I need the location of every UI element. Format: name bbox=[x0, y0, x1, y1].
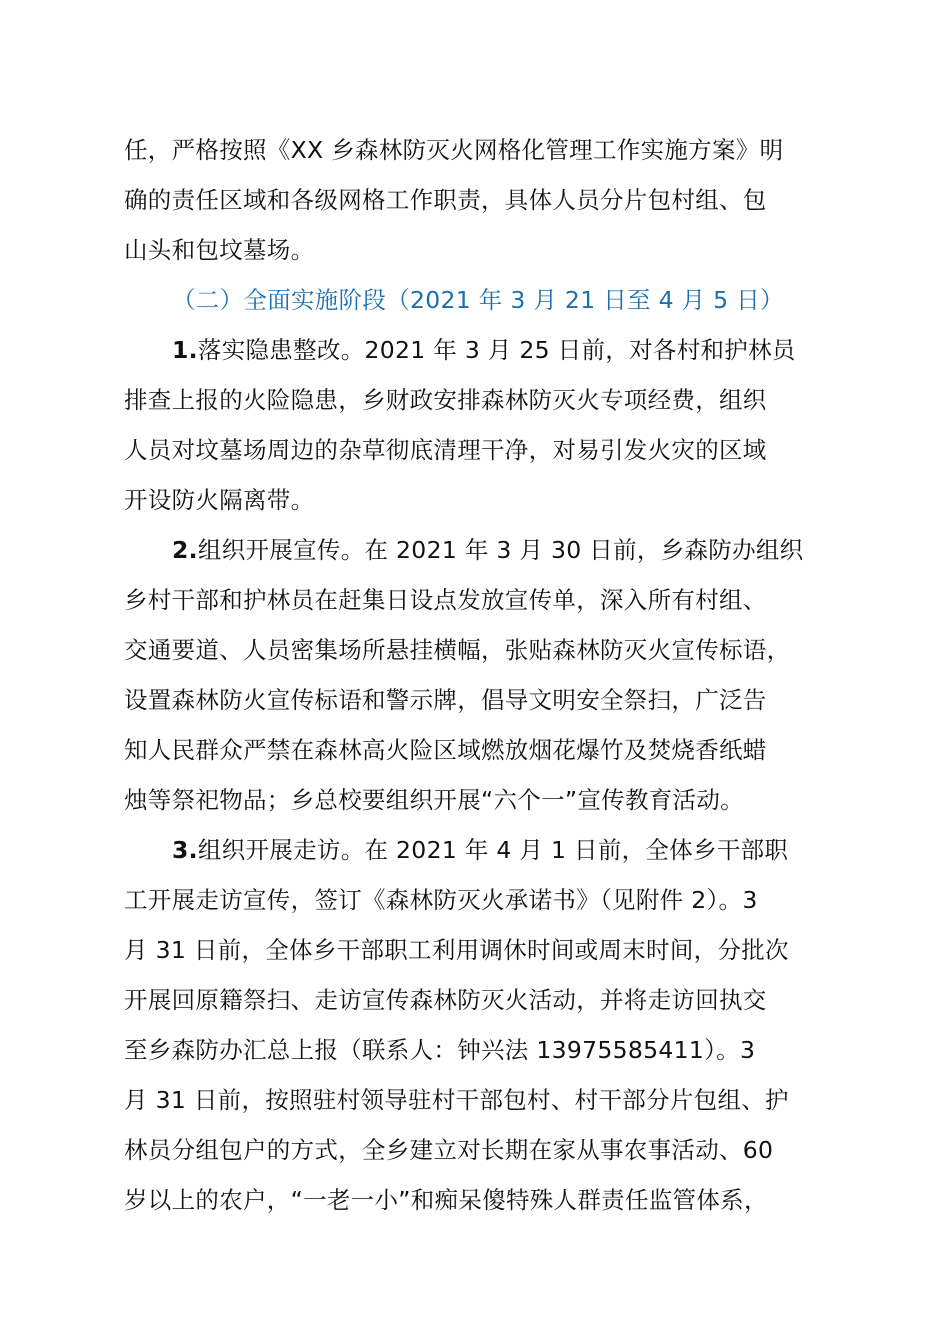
paragraph-line: 开展回原籍祭扫、走访宣传森林防灭火活动，并将走访回执交 bbox=[124, 986, 767, 1014]
paragraph-line: 乡村干部和护林员在赶集日设点发放宣传单，深入所有村组、 bbox=[124, 586, 767, 614]
item-3-first-line bbox=[172, 835, 892, 865]
paragraph-line: 月 31 日前，按照驻村领导驻村干部包村、村干部分片包组、护 bbox=[124, 1086, 789, 1114]
paragraph-line: 山头和包坟墓场。 bbox=[124, 236, 315, 264]
item-number: 2. bbox=[172, 536, 198, 564]
item-2-first-line bbox=[172, 535, 892, 565]
paragraph-line: 人员对坟墓场周边的杂草彻底清理干净，对易引发火灾的区域 bbox=[124, 436, 767, 464]
paragraph-line: 工开展走访宣传，签订《森林防灭火承诺书》（见附件 2）。3 bbox=[124, 886, 758, 914]
item-number: 1. bbox=[172, 336, 198, 364]
paragraph-line: 林员分组包户的方式，全乡建立对长期在家从事农事活动、60 bbox=[124, 1136, 774, 1164]
section-heading: （二）全面实施阶段（2021 年 3 月 21 日至 4 月 5 日） bbox=[172, 286, 784, 314]
paragraph-line: 排查上报的火险隐患，乡财政安排森林防灭火专项经费，组织 bbox=[124, 386, 767, 414]
paragraph-line: 知人民群众严禁在森林高火险区域燃放烟花爆竹及焚烧香纸蜡 bbox=[124, 736, 767, 764]
paragraph-line: 月 31 日前，全体乡干部职工利用调休时间或周末时间，分批次 bbox=[124, 936, 789, 964]
paragraph-line: 交通要道、人员密集场所悬挂横幅，张贴森林防灭火宣传标语， bbox=[124, 636, 791, 664]
item-text: 落实隐患整改。2021 年 3 月 25 日前，对各村和护林员 bbox=[197, 336, 796, 364]
item-1-first-line bbox=[172, 335, 892, 365]
paragraph-line: 至乡森防办汇总上报（联系人：钟兴法 13975585411）。3 bbox=[124, 1036, 756, 1064]
paragraph-line: 岁以上的农户，“一老一小”和痴呆傻特殊人群责任监管体系， bbox=[124, 1186, 768, 1214]
paragraph-line: 烛等祭祀物品；乡总校要组织开展“六个一”宣传教育活动。 bbox=[124, 786, 744, 814]
paragraph-line: 设置森林防火宣传标语和警示牌，倡导文明安全祭扫，广泛告 bbox=[124, 686, 767, 714]
paragraph-line: 任，严格按照《XX 乡森林防灭火网格化管理工作实施方案》明 bbox=[124, 136, 784, 164]
item-text: 组织开展走访。在 2021 年 4 月 1 日前，全体乡干部职 bbox=[197, 836, 789, 864]
item-text: 组织开展宣传。在 2021 年 3 月 30 日前，乡森防办组织 bbox=[197, 536, 804, 564]
item-number: 3. bbox=[172, 836, 198, 864]
paragraph-line: 开设防火隔离带。 bbox=[124, 486, 315, 514]
paragraph-line: 确的责任区域和各级网格工作职责，具体人员分片包村组、包 bbox=[124, 186, 767, 214]
